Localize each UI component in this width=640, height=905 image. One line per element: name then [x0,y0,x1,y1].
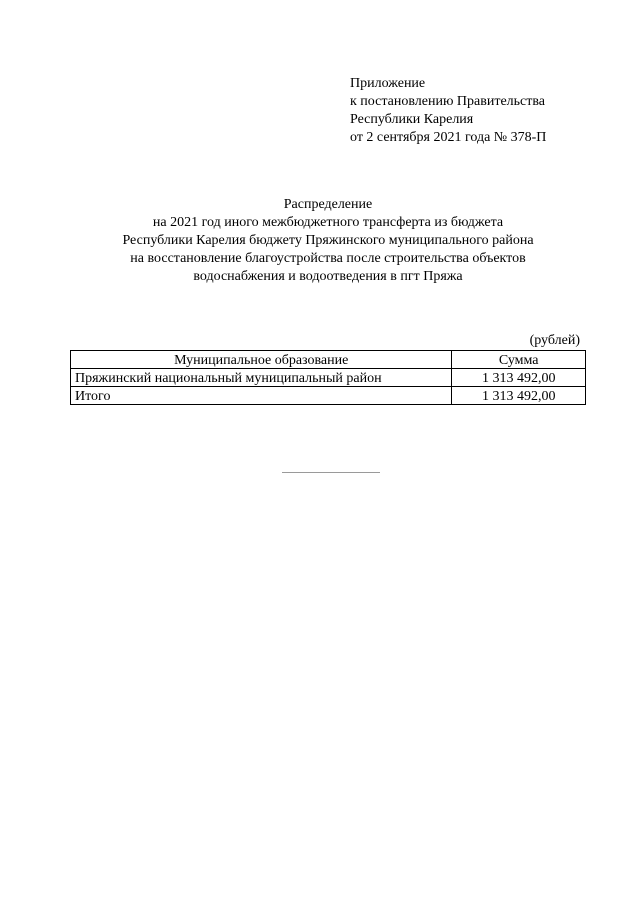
title-line-5: водоснабжения и водоотведения в пгт Пряжа [193,269,463,284]
table-header-row [71,351,586,369]
header-sum: Сумма [452,351,586,369]
appendix-line-3: Республики Карелия [350,112,474,127]
closing-divider [282,472,380,473]
distribution-table [70,350,586,405]
appendix-line-2: к постановлению Правительства [350,94,546,109]
title-line-3: Республики Карелия бюджету Пряжинского муниципального района [122,233,534,248]
units-label: (рублей) [529,333,580,348]
title-line-4: на восстановление благоустройства после строительства объектов [130,251,526,266]
total-sum: 1 313 492,00 [452,387,586,405]
appendix-block [350,75,610,147]
title-line-1: Распределение [283,197,373,212]
table-row-total [71,387,586,405]
row-1-sum: 1 313 492,00 [452,369,586,387]
title-line-2: на 2021 год иного межбюджетного трансферта из бюджета [152,215,504,230]
header-municipality: Муниципальное образование [71,351,452,369]
table-row [71,369,586,387]
document-title [70,196,586,286]
total-label: Итого [71,387,452,405]
appendix-line-1: Приложение [350,76,426,91]
row-1-municipality: Пряжинский национальный муниципальный район [71,369,452,387]
appendix-line-4: от 2 сентября 2021 года № 378-П [350,130,547,145]
